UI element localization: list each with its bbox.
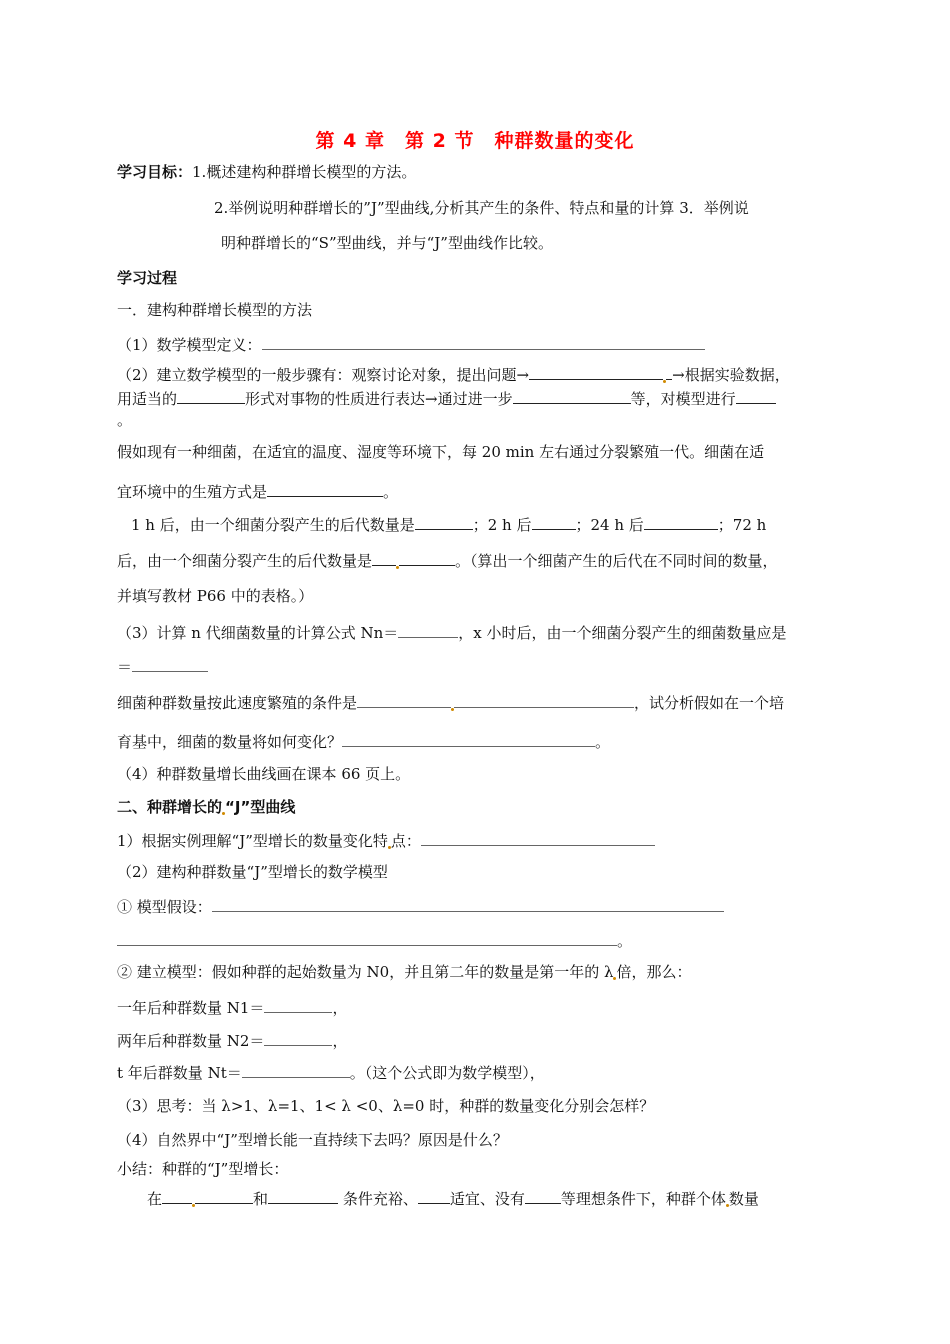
hours-line-2: 后，由一个细菌分裂产生的后代数量是 。（算出一个细菌产生的后代在不同时间的数量， — [117, 552, 778, 570]
condition-line-1: 细菌种群数量按此速度繁殖的条件是 ，试分析假如在一个培 — [117, 694, 785, 712]
blank[interactable] — [117, 930, 617, 946]
objectives-label: 学习目标： — [117, 163, 193, 181]
process-heading: 学习过程 — [117, 269, 178, 287]
n2-line: 两年后种群数量 N2＝ ， — [117, 1032, 348, 1050]
blank[interactable] — [525, 1188, 561, 1204]
q2-line-1: （2）建立数学模型的一般步骤有：观察讨论对象，提出问题→ →根据实验数据， — [117, 366, 790, 384]
j-feature-line: 1）根据实例理解“J”型增长的数量变化特 点： — [117, 830, 655, 851]
blank[interactable] — [268, 1188, 338, 1204]
blank[interactable] — [267, 481, 383, 497]
build-model-line: ② 建立模型：假如种群的起始数量为 N0，并且第二年的数量是第一年的 λ 倍，那么： — [117, 963, 692, 981]
blank[interactable] — [532, 514, 576, 530]
q3-line-1: （3）计算 n 代细菌数量的计算公式 Nn＝ ，x 小时后，由一个细菌分裂产生的细菌数量应是 — [117, 624, 787, 642]
blank[interactable] — [242, 1062, 350, 1078]
think-line: （3）思考：当 λ>1、λ=1、1< λ <0、λ=0 时，种群的数量变化分别会怎样？ — [117, 1097, 655, 1115]
mark-dot — [192, 1204, 195, 1207]
blank[interactable] — [418, 1188, 450, 1204]
blank[interactable] — [529, 364, 663, 380]
blank[interactable] — [132, 656, 208, 672]
nt-line: t 年后群数量 Nt＝ 。（这个公式即为数学模型）， — [117, 1064, 545, 1082]
blank[interactable] — [513, 388, 631, 404]
condition-line-2: 育基中，细菌的数量将如何变化？ 。 — [117, 733, 611, 751]
blank[interactable] — [212, 896, 724, 912]
blank[interactable] — [262, 334, 705, 350]
blank[interactable] — [454, 692, 634, 708]
blank[interactable] — [264, 997, 332, 1013]
blank[interactable] — [372, 550, 396, 566]
blank[interactable] — [342, 731, 595, 747]
blank[interactable] — [421, 830, 655, 846]
assumption-line-2: 。 — [117, 930, 632, 951]
blank[interactable] — [264, 1030, 332, 1046]
bacteria-line-1: 假如现有一种细菌，在适宜的温度、湿度等环境下，每 20 min 左右通过分裂繁殖一代。细菌在适 — [117, 443, 765, 461]
q3-line-2: ＝ — [117, 656, 208, 677]
nature-line: （4）自然界中“J”型增长能一直持续下去吗？原因是什么？ — [117, 1131, 508, 1149]
bacteria-line-2: 宜环境中的生殖方式是 。 — [117, 483, 399, 501]
blank[interactable] — [177, 388, 245, 404]
q2-line-3: 。 — [117, 411, 133, 429]
summary-line: 小结：种群的“J”型增长： — [117, 1160, 289, 1178]
section1-heading: 一．建构种群增长模型的方法 — [117, 301, 313, 319]
objectives-line-3: 明种群增长的“S”型曲线，并与“J”型曲线作比较。 — [221, 234, 553, 252]
blank[interactable] — [399, 550, 455, 566]
section2-heading: 二、种群增长的 “J”型曲线 — [117, 798, 296, 816]
n1-line: 一年后种群数量 N1＝ ， — [117, 999, 348, 1017]
blank[interactable] — [415, 514, 473, 530]
q2-line-2: 用适当的 形式对事物的性质进行表达→通过进一步 等，对模型进行 — [117, 388, 776, 409]
summary-conditions-line: 在 和 条件充裕、 适宜、没有 等理想条件下，种群个体 数量 — [147, 1190, 759, 1208]
j-model-line: （2）建构种群数量“J”型增长的数学模型 — [117, 863, 388, 881]
mark-dot — [451, 708, 454, 711]
page-title: 第 4 章 第 2 节 种群数量的变化 — [315, 130, 635, 152]
blank[interactable] — [644, 514, 718, 530]
objectives-line-1: 学习目标：1.概述建构种群增长模型的方法。 — [117, 163, 417, 181]
blank[interactable] — [736, 388, 776, 404]
hours-line-1: 1 h 后，由一个细菌分裂产生的后代数量是 ；2 h 后 ；24 h 后 ；72 h — [131, 516, 767, 534]
blank[interactable] — [162, 1188, 192, 1204]
q4-line: （4）种群数量增长曲线画在课本 66 页上。 — [117, 765, 411, 783]
objectives-line-2: 2.举例说明种群增长的”J”型曲线,分析其产生的条件、特点和量的计算 3．举例说 — [214, 199, 749, 217]
assumption-line-1: ① 模型假设： — [117, 896, 724, 917]
blank[interactable] — [357, 692, 451, 708]
mark-dot — [396, 566, 399, 569]
hours-line-3: 并填写教材 P66 中的表格。） — [117, 587, 314, 605]
mark-dot — [663, 380, 666, 383]
blank[interactable] — [195, 1188, 253, 1204]
q1-line: （1）数学模型定义： — [117, 334, 705, 355]
blank[interactable] — [398, 622, 458, 638]
